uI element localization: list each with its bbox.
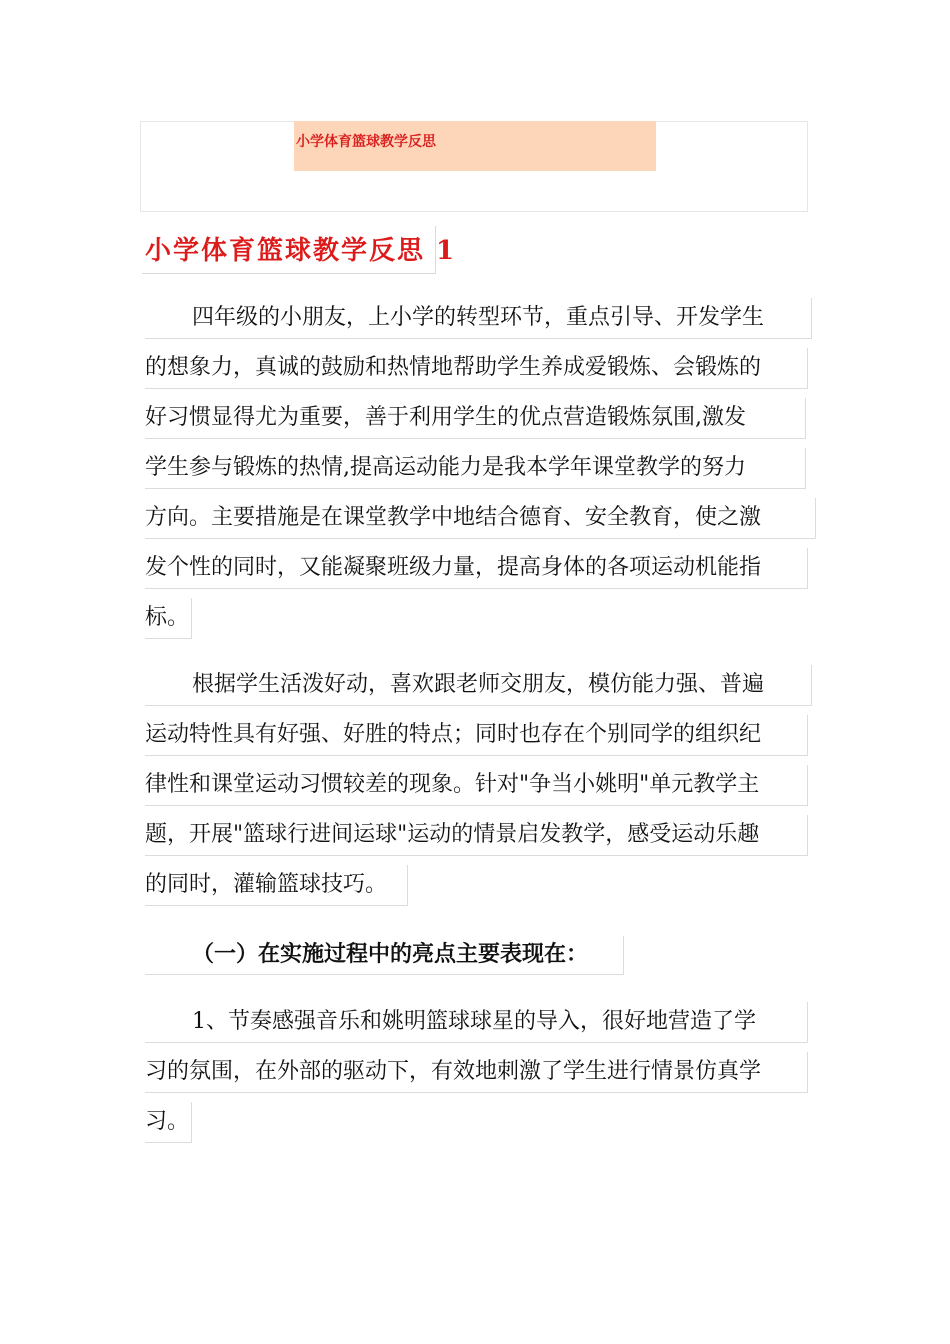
paragraph-3-line: 1、节奏感强音乐和姚明篮球球星的导入，很好地营造了学: [145, 1002, 808, 1043]
paragraph-3-line: 习。: [145, 1102, 192, 1143]
document-title: 小学体育篮球教学反思 1: [145, 236, 457, 266]
paragraph-1-line: 的想象力，真诚的鼓励和热情地帮助学生养成爱锻炼、会锻炼的: [145, 348, 808, 389]
paragraph-3-line: 习的氛围，在外部的驱动下，有效地刺激了学生进行情景仿真学: [145, 1052, 808, 1093]
paragraph-1-line: 方向。主要措施是在课堂教学中地结合德育、安全教育，使之激: [145, 498, 816, 539]
paragraph-2-line: 根据学生活泼好动，喜欢跟老师交朋友，模仿能力强、普遍: [145, 665, 812, 706]
paragraph-2-line: 的同时，灌输篮球技巧。: [145, 865, 408, 906]
paragraph-1-line: 学生参与锻炼的热情,提高运动能力是我本学年课堂教学的努力: [145, 448, 806, 489]
paragraph-1-line: 标。: [145, 598, 192, 639]
paragraph-2-line: 运动特性具有好强、好胜的特点；同时也存在个别同学的组织纪: [145, 715, 808, 756]
header-label: 小学体育篮球教学反思: [296, 134, 436, 150]
paragraph-2-line: 题，开展"篮球行进间运球"运动的情景启发教学，感受运动乐趣: [145, 815, 808, 856]
paragraph-1-line: 好习惯显得尤为重要，善于利用学生的优点营造锻炼氛围,激发: [145, 398, 806, 439]
section-heading: （一）在实施过程中的亮点主要表现在：: [145, 936, 624, 975]
paragraph-2-line: 律性和课堂运动习惯较差的现象。针对"争当小姚明"单元教学主: [145, 765, 808, 806]
paragraph-1-line: 四年级的小朋友，上小学的转型环节，重点引导、开发学生: [145, 298, 812, 339]
paragraph-1-line: 发个性的同时，又能凝聚班级力量，提高身体的各项运动机能指: [145, 548, 808, 589]
